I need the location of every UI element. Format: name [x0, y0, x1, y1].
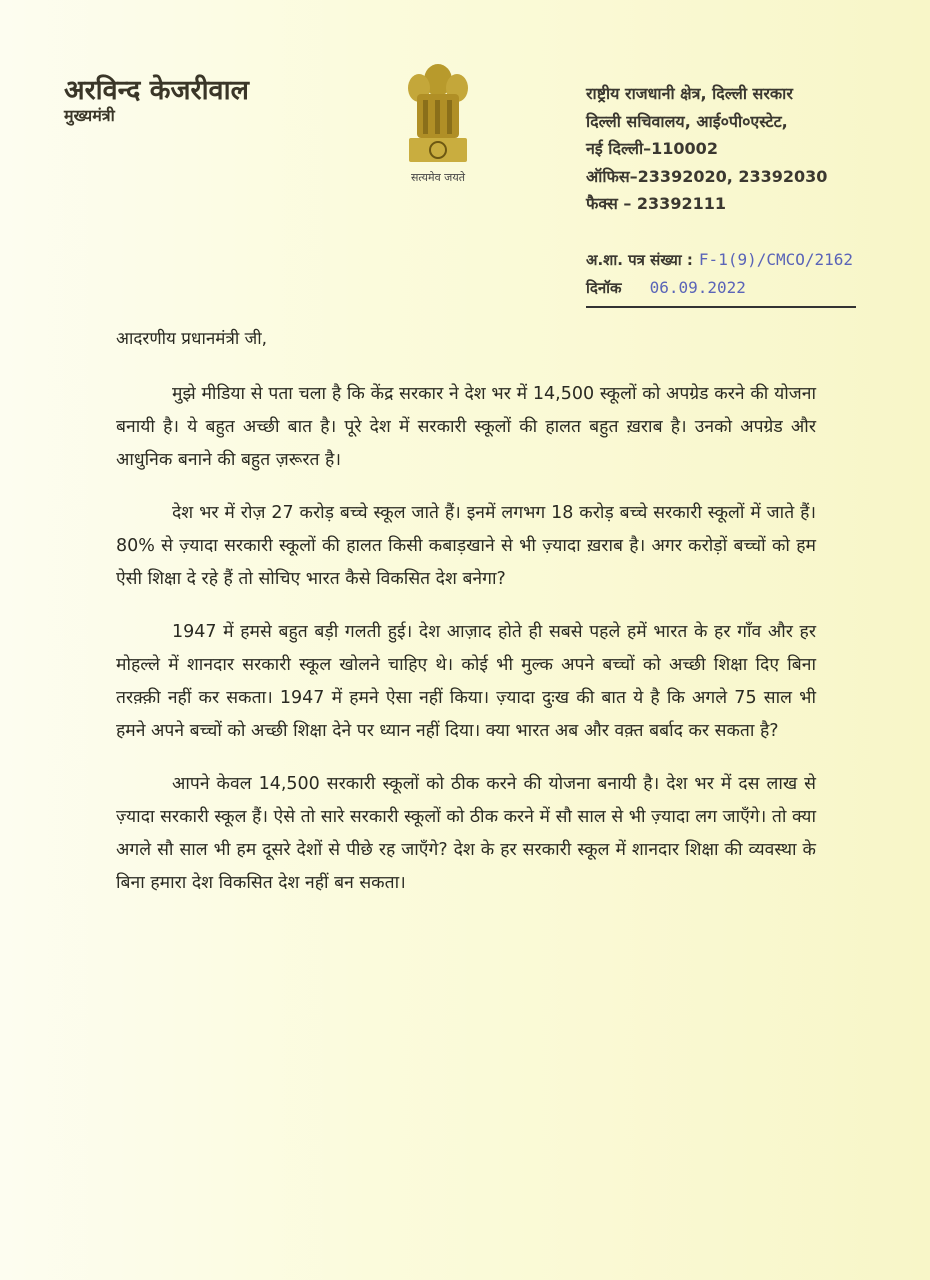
date-label: दिनॉक	[586, 279, 622, 297]
sender-name: अरविन्द केजरीवाल	[64, 75, 249, 106]
emblem-icon	[403, 58, 473, 166]
letter-body	[116, 378, 816, 920]
state-emblem	[398, 58, 478, 185]
sender-role: मुख्यमंत्री	[64, 106, 115, 125]
fax: फैक्स – 23392111	[586, 194, 726, 213]
address-line: राष्ट्रीय राजधानी क्षेत्र, दिल्ली सरकार	[586, 84, 793, 103]
address-block	[586, 80, 827, 218]
paragraph: देश भर में रोज़ 27 करोड़ बच्चे स्कूल जाते हैं। इनमें लगभग 18 करोड़ बच्चे सरकारी स्कूलों में जाते हैं। 80% से ज़्यादा सरकारी स्कूलों की हालत किसी कबाड़खाने से भी ज़्यादा ख़राब है। अगर करोड़ों बच्चों को हम ऐसी शिक्षा दे रहे हैं तो सोचिए भारत कैसे विकसित देश बनेगा?	[116, 503, 816, 589]
address-line: नई दिल्ली–110002	[586, 139, 718, 158]
ref-number: F-1(9)/CMCO/2162	[698, 250, 854, 269]
paragraph: आपने केवल 14,500 सरकारी स्कूलों को ठीक करने की योजना बनायी है। देश भर में दस लाख से ज़्यादा सरकारी स्कूल हैं। ऐसे तो सारे सरकारी स्कूलों को ठीक करने में सौ साल से भी ज़्यादा लग जाएँगे। तो क्या अगले सौ साल भी हम दूसरे देशों से पीछे रह जाएँगे? देश के हर सरकारी स्कूल में शानदार शिक्षा की व्यवस्था के बिना हमारा देश विकसित देश नहीं बन सकता।	[116, 774, 816, 893]
emblem-motto: सत्यमेव जयते	[410, 171, 465, 184]
ref-label: अ.शा. पत्र संख्या :	[586, 251, 693, 269]
reference-block	[586, 246, 856, 308]
date-value: 06.09.2022	[649, 278, 746, 297]
paragraph: मुझे मीडिया से पता चला है कि केंद्र सरकार ने देश भर में 14,500 स्कूलों को अपग्रेड करने की योजना बनायी है। ये बहुत अच्छी बात है। पूरे देश में सरकारी स्कूलों की हालत बहुत ख़राब है। उनको अपग्रेड और आधुनिक बनाने की बहुत ज़रूरत है।	[116, 384, 816, 470]
salutation: आदरणीय प्रधानमंत्री जी,	[116, 329, 268, 349]
paragraph: 1947 में हमसे बहुत बड़ी गलती हुई। देश आज़ाद होते ही सबसे पहले हमें भारत के हर गाँव और हर मोहल्ले में शानदार सरकारी स्कूल खोलने चाहिए थे। कोई भी मुल्क अपने बच्चों को अच्छी शिक्षा दिए बिना तरक़्क़ी नहीं कर सकता। 1947 में हमने ऐसा नहीं किया। ज़्यादा दुःख की बात ये है कि अगले 75 साल भी हमने अपने बच्चों को अच्छी शिक्षा देने पर ध्यान नहीं दिया। क्या भारत अब और वक़्त बर्बाद कर सकता है?	[116, 622, 816, 741]
office-phone: ऑफिस–23392020, 23392030	[586, 166, 828, 186]
address-line: दिल्ली सचिवालय, आई०पी०एस्टेट,	[586, 111, 788, 131]
